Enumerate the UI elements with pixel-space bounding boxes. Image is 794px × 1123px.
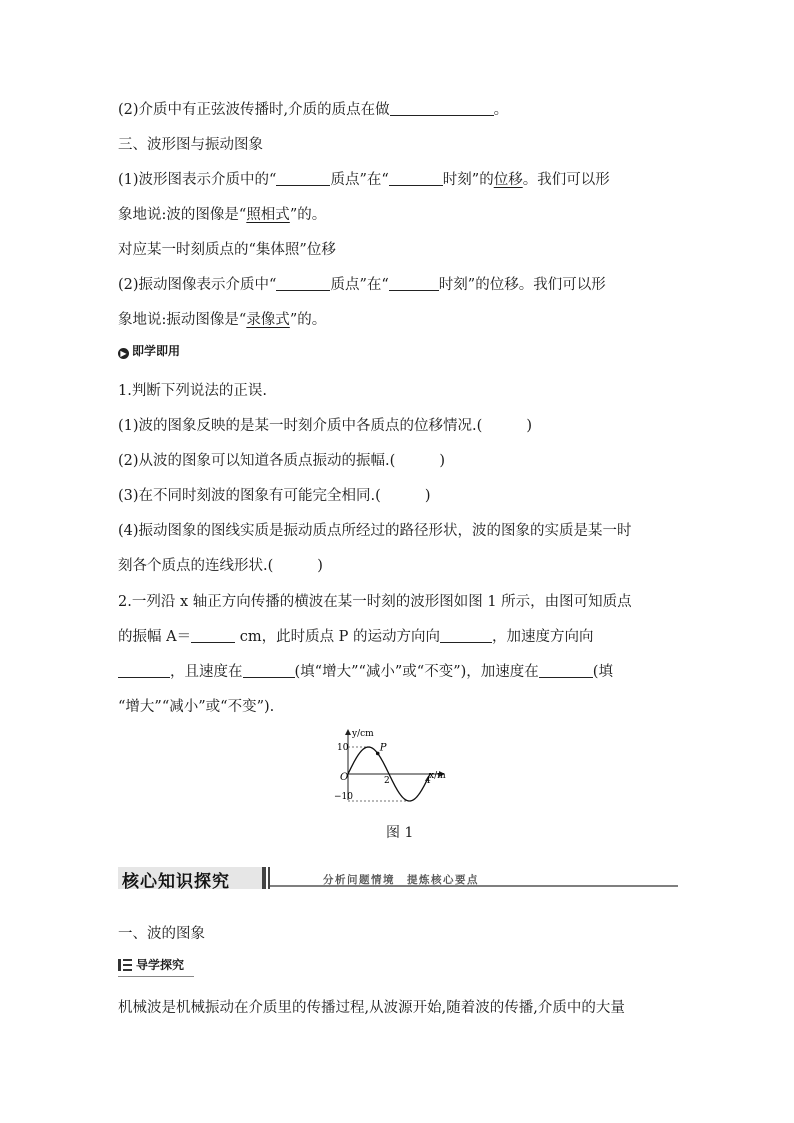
acceleration-blank[interactable] (539, 662, 593, 678)
closing-paragraph: 机械波是机械振动在介质里的传播过程,从波源开始,随着波的传播,介质中的大量 (118, 1000, 625, 1016)
question-1-item: (4)振动图象的图线实质是振动质点所经过的路径形状，波的图象的实质是某一时 (118, 523, 632, 539)
section-heading-3: 三、波形图与振动图象 (118, 137, 263, 153)
wave-graph (326, 726, 466, 806)
point-p-label: P (379, 742, 387, 754)
amplitude-blank[interactable] (191, 627, 235, 643)
banner-title: 核心知识探究 (122, 872, 230, 892)
answer-blank[interactable] (276, 275, 330, 291)
acceleration-direction-blank[interactable] (118, 662, 170, 678)
banner-subtitle: 分析问题情境 提炼核心要点 (323, 874, 479, 886)
question-2-line-2: 的振幅 A＝ cm，此时质点 P 的运动方向向 ，加速度方向向 (118, 629, 594, 645)
origin-label: O (340, 772, 349, 783)
figure-caption: 图 1 (386, 825, 414, 841)
y-tick-label: 10 (337, 743, 349, 753)
paragraph-3-2: (2)振动图像表示介质中“ 质点”在“ 时刻”的位移。我们可以形 (118, 277, 606, 293)
y-axis-label: y/cm (352, 729, 374, 739)
note-line: 对应某一时刻质点的“集体照”位移 (118, 242, 336, 258)
question-1-item-cont: 刻各个质点的连线形状.( ) (118, 558, 323, 574)
question-1-item: (2)从波的图象可以知道各质点振动的振幅.( ) (118, 453, 445, 469)
question-2-line-1: 2.一列沿 x 轴正方向传播的横波在某一时刻的波形图如图 1 所示，由图可知质点 (118, 594, 632, 610)
guide-underline (118, 976, 194, 977)
answer-blank[interactable] (389, 170, 443, 186)
paragraph-2: (2)介质中有正弦波传播时,介质的质点在做 。 (118, 102, 509, 118)
x-axis-label: x/m (429, 771, 446, 781)
question-1-stem: 1.判断下列说法的正误. (118, 383, 267, 399)
answer-blank[interactable] (276, 170, 330, 186)
list-bars-icon (118, 959, 132, 971)
question-1-item: (3)在不同时刻波的图象有可能完全相同.( ) (118, 488, 431, 504)
question-2-line-4: “增大”“减小”或“不变”). (118, 699, 275, 715)
answer-blank[interactable] (389, 275, 439, 291)
section-banner (118, 866, 678, 892)
practice-heading: ▶ 即学即用 (118, 343, 180, 359)
answer-blank[interactable] (390, 100, 494, 116)
paragraph-3-2-cont: 象地说:振动图像是“录像式”的。 (118, 312, 327, 328)
question-2-line-3: ，且速度在 (填“增大”“减小”或“不变”)，加速度在 (填 (118, 662, 613, 682)
paragraph-3-1-cont: 象地说:波的图像是“照相式”的。 (118, 207, 327, 223)
paragraph-3-1: (1)波形图表示介质中的“ 质点”在“ 时刻”的位移。我们可以形 (118, 172, 610, 188)
speed-blank[interactable] (243, 662, 295, 678)
x-tick-label: 2 (384, 776, 390, 786)
section-heading-1: 一、波的图象 (118, 926, 205, 942)
guide-heading: 导学探究 (118, 957, 184, 973)
y-tick-label: −10 (334, 792, 353, 802)
direction-blank[interactable] (440, 627, 492, 643)
question-1-item: (1)波的图象反映的是某一时刻介质中各质点的位移情况.( ) (118, 418, 532, 434)
play-circle-icon: ▶ (118, 348, 129, 359)
x-tick-label: 4 (425, 776, 431, 786)
